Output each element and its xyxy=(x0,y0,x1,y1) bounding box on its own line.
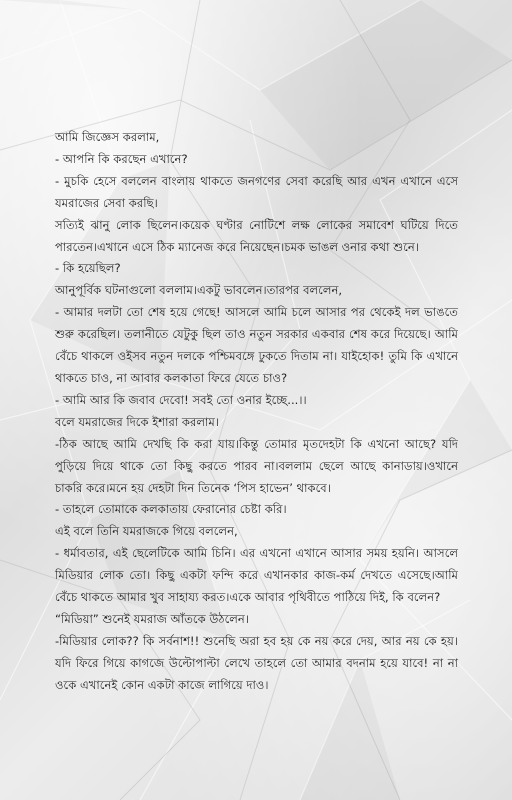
paragraph: এই বলে তিনি যমরাজকে গিয়ে বললেন, xyxy=(55,524,238,539)
paragraph: সত্যিই ঝানু লোক ছিলেন।কয়েক ঘণ্টার নোটিশে লক্ষ লোকের সমাবেশ ঘটিয়ে দিতে পারতেন।এখানে এসে ঠিক ম্যানেজ করে নিয়েছেন।চমক ভাঙল ওনার কথা শুনে। xyxy=(55,217,458,254)
paragraph: - ধর্মাবতার, এই ছেলেটিকে আমি চিনি। এর এখনো এখানে আসার সময় হয়নি। আসলে মিডিয়ার লোক তো। কিছু একটা ফন্দি করে এখানকার কাজ-কর্ম দেখতে এসেছে।আমি বেঁচে থাকতে আমার খুব সাহায্য করত।একে আবার পৃথিবীতে পাঠিয়ে দিই, কি বলেন? xyxy=(55,546,458,605)
paragraph: আমি জিজ্ঞেস করলাম, xyxy=(55,130,160,144)
paragraph: - আপনি কি করছেন এখানে? xyxy=(55,151,188,166)
paragraph: - আমি আর কি জবাব দেবো! সবই তো ওনার ইচ্ছে...।। xyxy=(55,392,307,407)
paragraph: -মিডিয়ার লোক?? কি সর্বনাশ!! শুনেছি অরা হব হয় কে নয় করে দেয়, আর নয় কে হয়। যদি ফিরে গিয়ে কাগজে উল্টোপাল্টা লেখে তাহলে তো আমার বদনাম হয়ে যাবে! না না ওকে এখানেই কোন একটা কাজে লাগিয়ে দাও। xyxy=(55,633,458,692)
paragraph: - কি হয়েছিল? xyxy=(55,261,121,276)
paragraph: -ঠিক আছে আমি দেখছি কি করা যায়।কিন্তু তোমার মৃতদেহটা কি এখনো আছে? যদি পুড়িয়ে দিয়ে থাকে তো কিছু করতে পারব না।বললাম ছেলে আছে কানাডায়।ওখানে চাকরি করে।মনে হয় দেহটা দিন তিনেক ‘পিস হাভেন’ থাকবে। xyxy=(55,436,458,495)
story-text xyxy=(55,127,458,697)
paragraph: - আমার দলটা তো শেষ হয়ে গেছে! আসলে আমি চলে আসার পর থেকেই দল ভাঙতে শুরু করেছিল। তলানীতে যেটুকু ছিল তাও নতুন সরকার একবার শেষ করে দিয়েছে। আমি বেঁচে থাকলে ওইসব নতুন দলকে পশ্চিমবঙ্গে ঢুকতে দিতাম না। যাইহোক! তুমি কি এখানে থাকতে চাও, না আবার কলকাতা ফিরে যেতে চাও? xyxy=(55,305,458,385)
paragraph: বলে যমরাজের দিকে ইশারা করলাম। xyxy=(55,414,219,429)
paragraph: - তাহলে তোমাকে কলকাতায় ফেরানোর চেষ্টা করি। xyxy=(55,502,287,517)
paragraph: “মিডিয়া” শুনেই যমরাজ আঁতকে উঠলেন। xyxy=(55,611,249,626)
paragraph: আনুপূর্বিক ঘটনাগুলো বললাম।একটু ভাবলেন।তারপর বললেন, xyxy=(55,283,343,298)
paragraph: - মুচকি হেসে বললেন বাংলায় থাকতে জনগণের সেবা করেছি আর এখন এখানে এসে যমরাজের সেবা করছি। xyxy=(55,173,458,210)
